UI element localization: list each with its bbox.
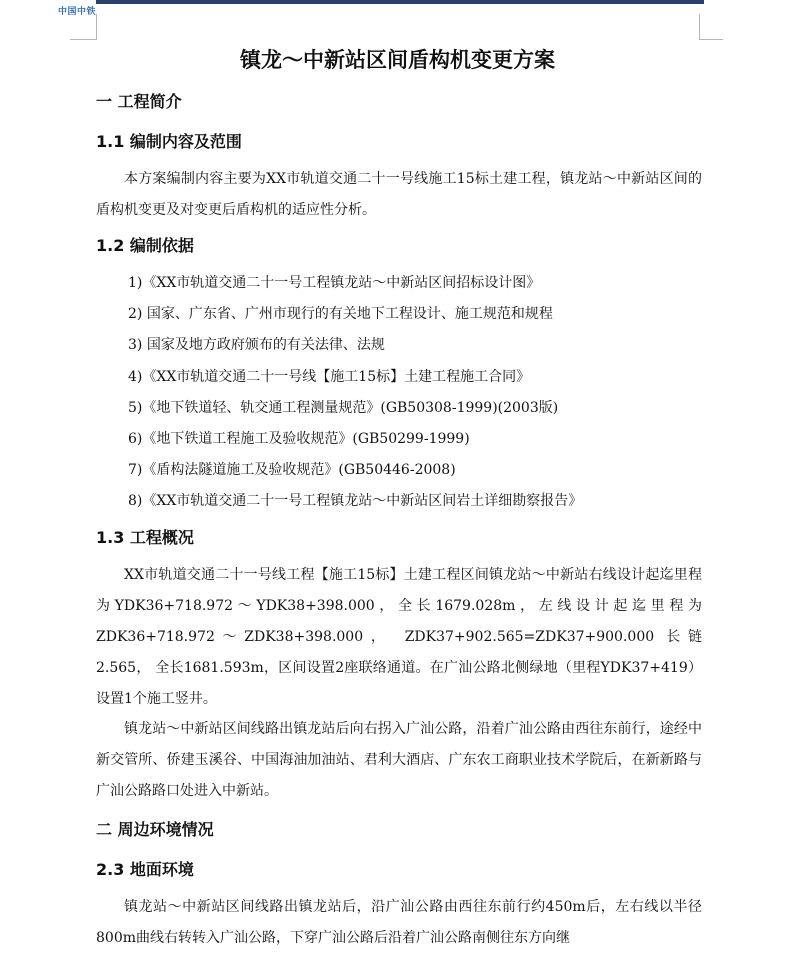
section-heading-2-3: 2.3 地面环境 (96, 860, 194, 879)
list-item: 2) 国家、广东省、广州市现行的有关地下工程设计、施工规范和规程 (128, 306, 553, 322)
list-item: 1)《XX市轨道交通二十一号工程镇龙站～中新站区间招标设计图》 (128, 275, 541, 291)
list-item: 4)《XX市轨道交通二十一号线【施工15标】土建工程施工合同》 (128, 369, 531, 385)
document-title: 镇龙～中新站区间盾构机变更方案 (240, 47, 555, 72)
section-heading-1-1: 1.1 编制内容及范围 (96, 132, 242, 151)
paragraph-route: 镇龙站～中新站区间线路出镇龙站后向右拐入广汕公路，沿着广汕公路由西往东前行，途经中新交管所、侨建玉溪谷、中国海油加油站、君利大酒店、广东农工商职业技术学院后，在新新路与广汕公路路口处进入中新站。 (96, 721, 702, 799)
paragraph-ground-environment: 镇龙站～中新站区间线路出镇龙站后，沿广汕公路由西往东前行约450m后，左右线以半径800m曲线右转转入广汕公路，下穿广汕公路后沿着广汕公路南侧往东方向继 (96, 899, 702, 946)
section-heading-2: 二 周边环境情况 (96, 820, 214, 839)
crop-mark-top-left-h (70, 39, 96, 41)
company-logo: 中国中铁 (58, 7, 97, 17)
section-heading-1: 一 工程简介 (96, 92, 182, 111)
list-item: 6)《地下铁道工程施工及验收规范》(GB50299-1999) (128, 431, 470, 447)
list-item: 8)《XX市轨道交通二十一号工程镇龙站～中新站区间岩土详细勘察报告》 (128, 493, 583, 509)
crop-mark-top-left (84, 14, 97, 40)
section-heading-1-2: 1.2 编制依据 (96, 236, 194, 255)
list-item: 7)《盾构法隧道施工及验收规范》(GB50446-2008) (128, 462, 456, 478)
crop-mark-top-right (699, 14, 701, 40)
list-item: 5)《地下铁道轻、轨交通工程测量规范》(GB50308-1999)(2003版) (128, 400, 559, 416)
header-rule (96, 0, 704, 4)
list-item: 3) 国家及地方政府颁布的有关法律、法规 (128, 337, 385, 353)
paragraph-scope: 本方案编制内容主要为XX市轨道交通二十一号线施工15标土建工程，镇龙站～中新站区间的盾构机变更及对变更后盾构机的适应性分析。 (96, 171, 702, 218)
section-heading-1-3: 1.3 工程概况 (96, 528, 194, 547)
crop-mark-top-right-h (699, 39, 723, 41)
paragraph-overview: XX市轨道交通二十一号线工程【施工15标】土建工程区间镇龙站～中新站右线设计起迄里程为YDK36+718.972～YDK38+398.000，全长1679.028m，左线设计起迄里程为ZDK36+718.972～ZDK38+398.000， ZDK37+902.565=ZDK37+900.000 长链2.565， 全长1681.593m，区间设置2座联络通道。在广汕公路北侧绿地（里程YDK37+419）设置1个施工竖井。 (96, 567, 702, 707)
